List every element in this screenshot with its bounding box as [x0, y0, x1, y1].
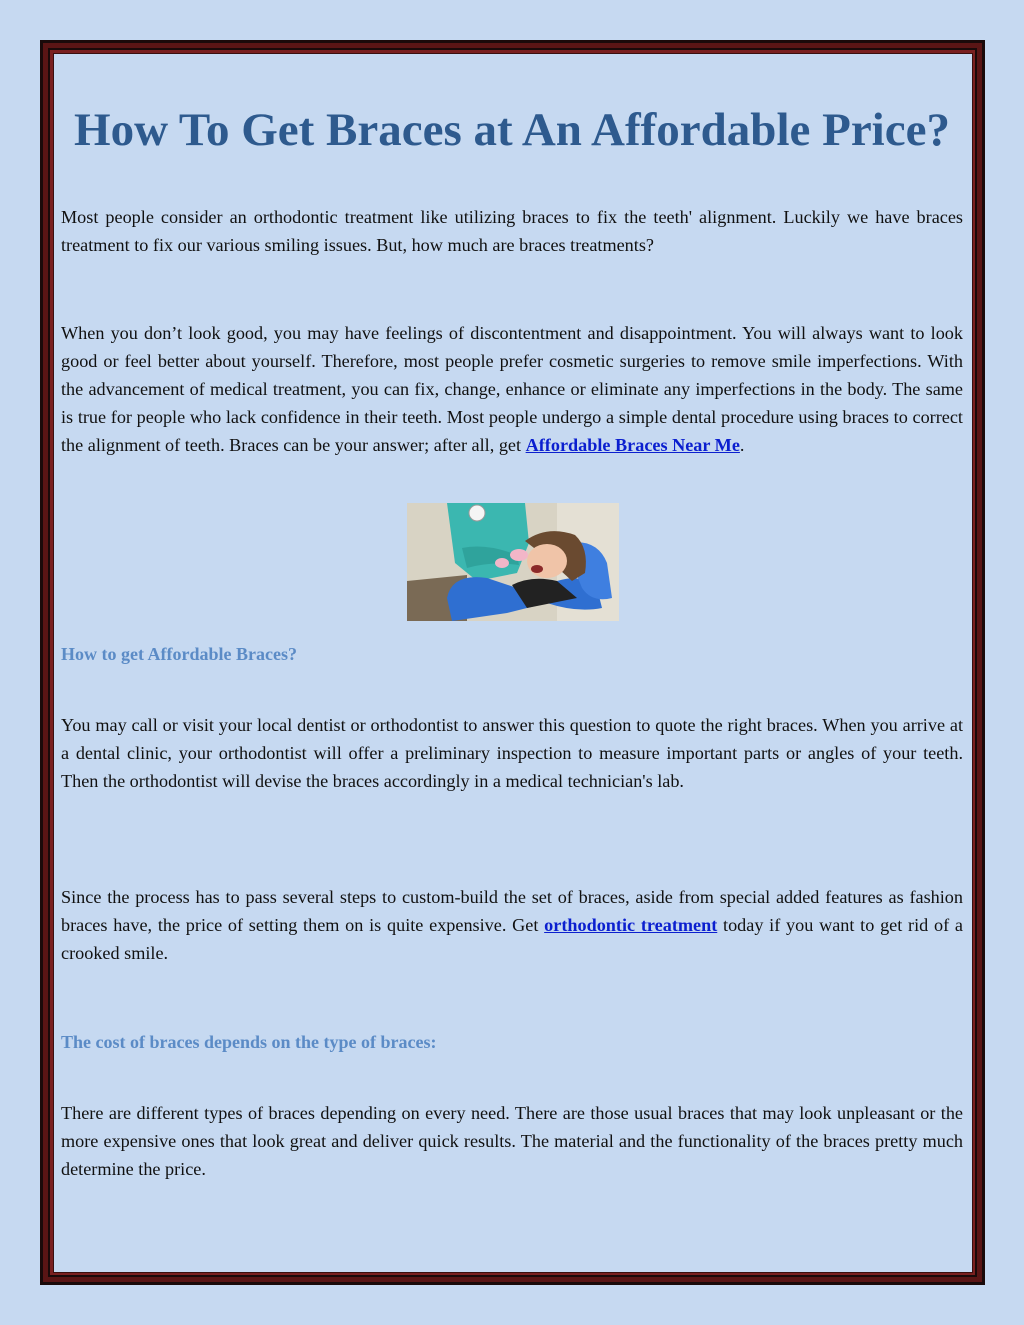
- page-title: How To Get Braces at An Affordable Price?: [74, 104, 950, 156]
- orthodontic-treatment-link[interactable]: orthodontic treatment: [544, 915, 718, 935]
- paragraph-appearance: [61, 319, 963, 459]
- paragraph-visit-dentist: You may call or visit your local dentist or orthodontist to answer this question to quote the right braces. When you arrive at a dental clinic, your orthodontist will offer a preliminary inspection to measure important parts or angles of your teeth. Then the orthodontist will devise the braces accordingly in a medical technician's lab.: [61, 715, 963, 791]
- paragraph-end: .: [739, 435, 745, 455]
- paragraph-process: [61, 883, 963, 967]
- affordable-braces-link[interactable]: Affordable Braces Near Me: [525, 435, 740, 455]
- intro-paragraph: Most people consider an orthodontic treatment like utilizing braces to fix the teeth' alignment. Luckily we have braces treatment to fix our various smiling issues. But, how much are braces treatments?: [61, 207, 963, 255]
- section-heading-cost: The cost of braces depends on the type of braces:: [61, 1032, 437, 1052]
- section-heading-affordable: How to get Affordable Braces?: [61, 644, 297, 664]
- dental-patient-photo: [407, 503, 619, 621]
- paragraph-end: today if you want to get rid of a crooked smile.: [61, 915, 963, 963]
- paragraph-types: There are different types of braces depending on every need. There are those usual braces that may look unpleasant or the more expensive ones that look great and deliver quick results. The material and the functionality of the braces pretty much determine the price.: [61, 1103, 963, 1179]
- paragraph-text: When you don’t look good, you may have feelings of discontentment and disappointment. You will always want to look good or feel better about yourself. Therefore, most people prefer cosmetic surgeries to remove smile imperfections. With the advancement of medical treatment, you can fix, change, enhance or eliminate any imperfections in the body. The same is true for people who lack confidence in their teeth. Most people undergo a simple dental procedure using braces to correct the alignment of teeth. Braces can be your answer; after all, get: [61, 323, 963, 455]
- paragraph-text: Since the process has to pass several steps to custom-build the set of braces, aside from special added features as fashion braces have, the price of setting them on is quite expensive. Get: [61, 887, 963, 935]
